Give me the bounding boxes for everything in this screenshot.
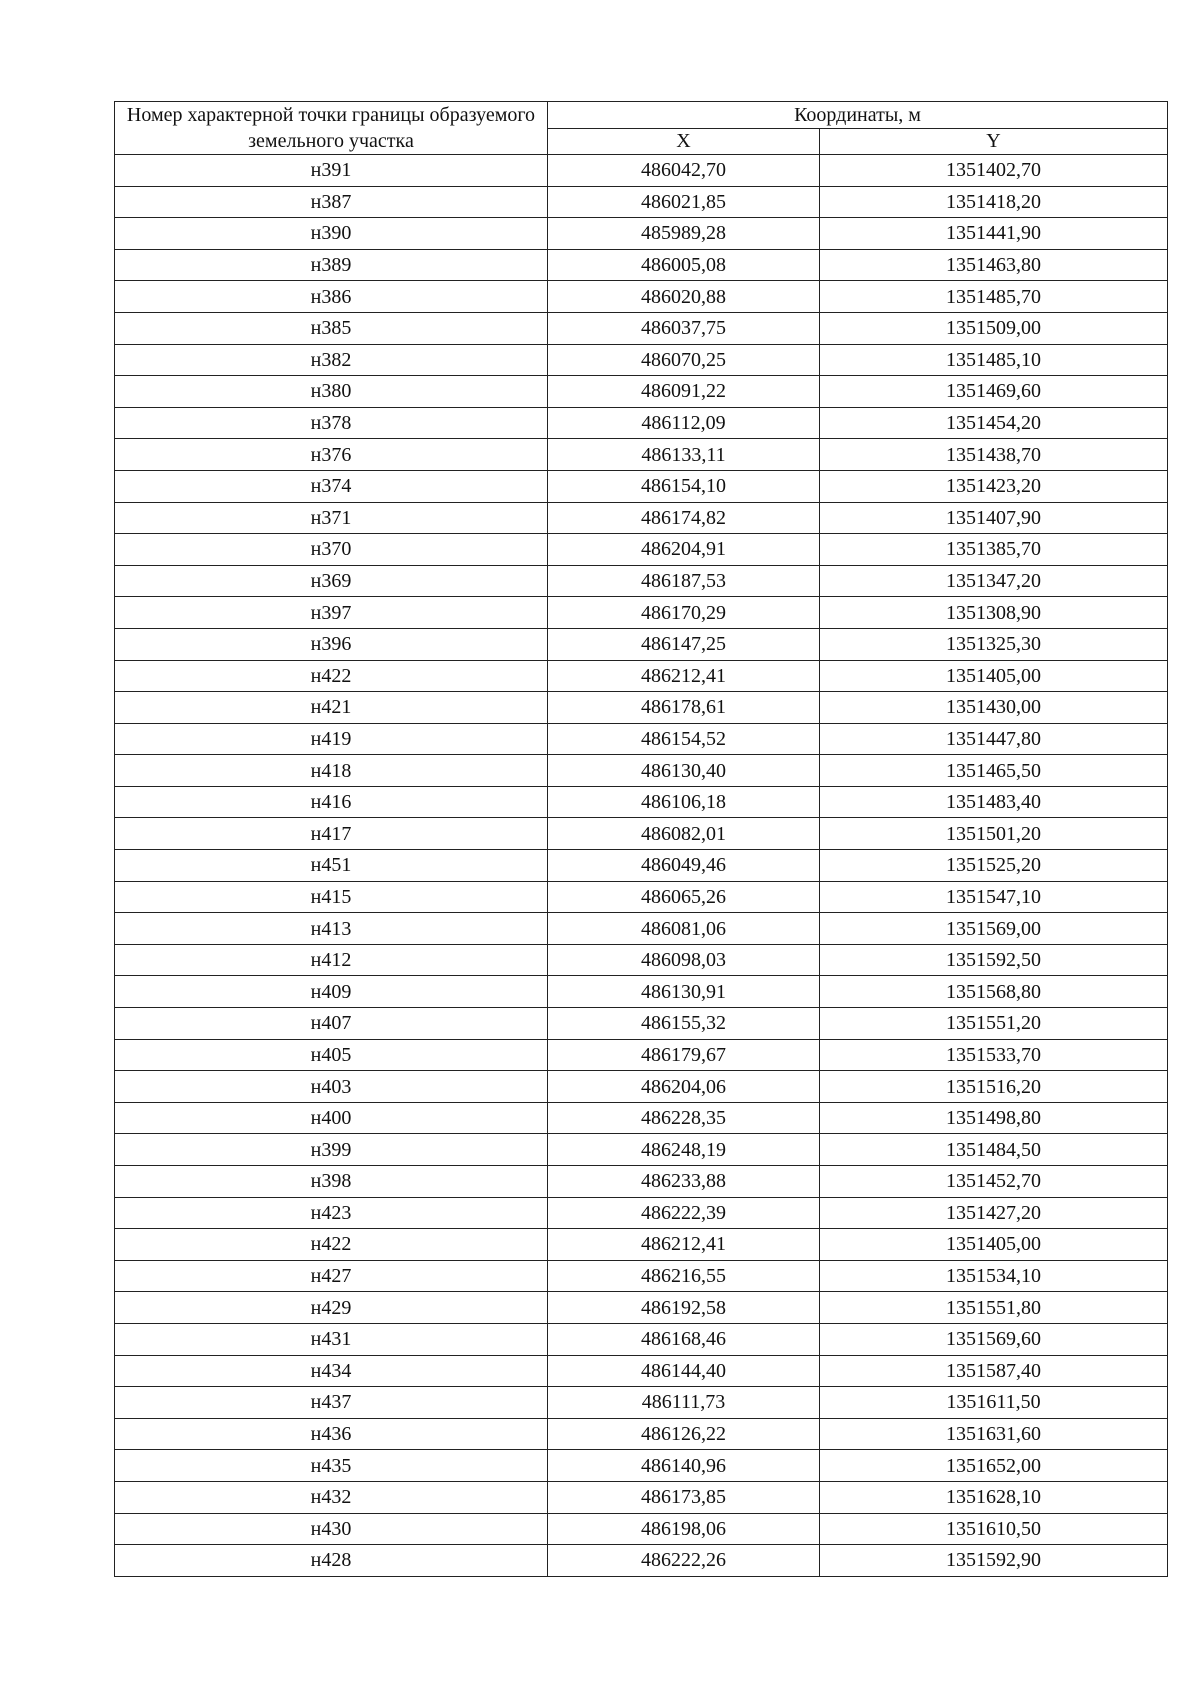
cell-x: 486147,25: [548, 628, 820, 660]
cell-x: 486130,91: [548, 976, 820, 1008]
cell-point-number: н434: [115, 1355, 548, 1387]
cell-x: 486187,53: [548, 565, 820, 597]
table-row: [115, 439, 1168, 471]
table-row: [115, 881, 1168, 913]
table-row: [115, 1481, 1168, 1513]
table-row: [115, 1545, 1168, 1577]
cell-x: 486198,06: [548, 1513, 820, 1545]
cell-point-number: н423: [115, 1197, 548, 1229]
cell-y: 1351628,10: [820, 1481, 1168, 1513]
cell-point-number: н371: [115, 502, 548, 534]
cell-point-number: н421: [115, 692, 548, 724]
cell-point-number: н398: [115, 1166, 548, 1198]
table-row: [115, 281, 1168, 313]
cell-x: 486170,29: [548, 597, 820, 629]
cell-point-number: н389: [115, 249, 548, 281]
cell-point-number: н396: [115, 628, 548, 660]
cell-point-number: н397: [115, 597, 548, 629]
cell-point-number: н427: [115, 1260, 548, 1292]
cell-y: 1351525,20: [820, 850, 1168, 882]
cell-x: 486112,09: [548, 407, 820, 439]
cell-x: 486065,26: [548, 881, 820, 913]
cell-y: 1351407,90: [820, 502, 1168, 534]
table-row: [115, 1134, 1168, 1166]
cell-point-number: н422: [115, 1229, 548, 1261]
table-row: [115, 312, 1168, 344]
cell-x: 486144,40: [548, 1355, 820, 1387]
cell-x: 486216,55: [548, 1260, 820, 1292]
cell-point-number: н432: [115, 1481, 548, 1513]
cell-y: 1351569,60: [820, 1323, 1168, 1355]
cell-point-number: н415: [115, 881, 548, 913]
table-row: [115, 1323, 1168, 1355]
table-row: [115, 976, 1168, 1008]
cell-point-number: н431: [115, 1323, 548, 1355]
table-row: [115, 850, 1168, 882]
cell-y: 1351402,70: [820, 155, 1168, 187]
table-row: [115, 723, 1168, 755]
cell-point-number: н399: [115, 1134, 548, 1166]
cell-y: 1351534,10: [820, 1260, 1168, 1292]
cell-x: 486082,01: [548, 818, 820, 850]
cell-point-number: н380: [115, 376, 548, 408]
cell-point-number: н400: [115, 1102, 548, 1134]
cell-point-number: н386: [115, 281, 548, 313]
cell-y: 1351465,50: [820, 755, 1168, 787]
table-row: [115, 597, 1168, 629]
cell-x: 486174,82: [548, 502, 820, 534]
table-row: [115, 218, 1168, 250]
cell-point-number: н436: [115, 1418, 548, 1450]
cell-x: 485989,28: [548, 218, 820, 250]
cell-point-number: н382: [115, 344, 548, 376]
cell-point-number: н417: [115, 818, 548, 850]
cell-y: 1351484,50: [820, 1134, 1168, 1166]
cell-x: 486081,06: [548, 913, 820, 945]
cell-x: 486233,88: [548, 1166, 820, 1198]
cell-y: 1351516,20: [820, 1071, 1168, 1103]
cell-y: 1351611,50: [820, 1387, 1168, 1419]
cell-y: 1351551,80: [820, 1292, 1168, 1324]
cell-point-number: н437: [115, 1387, 548, 1419]
cell-x: 486049,46: [548, 850, 820, 882]
cell-point-number: н419: [115, 723, 548, 755]
cell-y: 1351454,20: [820, 407, 1168, 439]
cell-y: 1351485,70: [820, 281, 1168, 313]
table-row: [115, 186, 1168, 218]
header-x: X: [548, 128, 820, 155]
table-header: [115, 102, 1168, 155]
cell-y: 1351385,70: [820, 534, 1168, 566]
cell-y: 1351452,70: [820, 1166, 1168, 1198]
cell-point-number: н390: [115, 218, 548, 250]
cell-x: 486222,26: [548, 1545, 820, 1577]
cell-y: 1351423,20: [820, 470, 1168, 502]
table-row: [115, 344, 1168, 376]
table-row: [115, 1071, 1168, 1103]
header-y: Y: [820, 128, 1168, 155]
table-row: [115, 407, 1168, 439]
cell-x: 486154,52: [548, 723, 820, 755]
cell-x: 486098,03: [548, 944, 820, 976]
table-row: [115, 249, 1168, 281]
table-row: [115, 628, 1168, 660]
cell-x: 486212,41: [548, 1229, 820, 1261]
cell-y: 1351418,20: [820, 186, 1168, 218]
cell-point-number: н435: [115, 1450, 548, 1482]
table-row: [115, 1292, 1168, 1324]
cell-x: 486126,22: [548, 1418, 820, 1450]
cell-point-number: н429: [115, 1292, 548, 1324]
cell-x: 486204,91: [548, 534, 820, 566]
cell-point-number: н418: [115, 755, 548, 787]
cell-y: 1351405,00: [820, 1229, 1168, 1261]
cell-x: 486106,18: [548, 786, 820, 818]
cell-point-number: н412: [115, 944, 548, 976]
cell-x: 486037,75: [548, 312, 820, 344]
table-row: [115, 1039, 1168, 1071]
cell-y: 1351652,00: [820, 1450, 1168, 1482]
table-row: [115, 1008, 1168, 1040]
table-row: [115, 534, 1168, 566]
cell-point-number: н387: [115, 186, 548, 218]
table-row: [115, 376, 1168, 408]
cell-x: 486140,96: [548, 1450, 820, 1482]
cell-point-number: н403: [115, 1071, 548, 1103]
cell-x: 486005,08: [548, 249, 820, 281]
header-row-top: [115, 102, 1168, 129]
cell-y: 1351469,60: [820, 376, 1168, 408]
table-row: [115, 1355, 1168, 1387]
cell-x: 486091,22: [548, 376, 820, 408]
cell-y: 1351325,30: [820, 628, 1168, 660]
cell-y: 1351533,70: [820, 1039, 1168, 1071]
table-row: [115, 565, 1168, 597]
cell-y: 1351592,50: [820, 944, 1168, 976]
table-row: [115, 1450, 1168, 1482]
table-row: [115, 913, 1168, 945]
table-row: [115, 155, 1168, 187]
cell-y: 1351485,10: [820, 344, 1168, 376]
cell-x: 486154,10: [548, 470, 820, 502]
cell-y: 1351610,50: [820, 1513, 1168, 1545]
table-row: [115, 692, 1168, 724]
cell-x: 486212,41: [548, 660, 820, 692]
table-row: [115, 818, 1168, 850]
cell-point-number: н376: [115, 439, 548, 471]
coordinates-table: [114, 101, 1168, 1577]
cell-y: 1351441,90: [820, 218, 1168, 250]
table-row: [115, 1387, 1168, 1419]
cell-y: 1351498,80: [820, 1102, 1168, 1134]
cell-y: 1351430,00: [820, 692, 1168, 724]
cell-point-number: н428: [115, 1545, 548, 1577]
cell-x: 486070,25: [548, 344, 820, 376]
cell-y: 1351438,70: [820, 439, 1168, 471]
cell-y: 1351569,00: [820, 913, 1168, 945]
cell-point-number: н416: [115, 786, 548, 818]
cell-point-number: н374: [115, 470, 548, 502]
cell-x: 486178,61: [548, 692, 820, 724]
cell-point-number: н430: [115, 1513, 548, 1545]
cell-y: 1351483,40: [820, 786, 1168, 818]
table-row: [115, 502, 1168, 534]
cell-y: 1351308,90: [820, 597, 1168, 629]
cell-y: 1351347,20: [820, 565, 1168, 597]
table-row: [115, 786, 1168, 818]
cell-point-number: н422: [115, 660, 548, 692]
cell-x: 486021,85: [548, 186, 820, 218]
header-coordinates: Координаты, м: [548, 102, 1168, 129]
table-row: [115, 1260, 1168, 1292]
cell-x: 486155,32: [548, 1008, 820, 1040]
table-row: [115, 1513, 1168, 1545]
cell-x: 486020,88: [548, 281, 820, 313]
cell-point-number: н405: [115, 1039, 548, 1071]
table-row: [115, 1102, 1168, 1134]
cell-y: 1351547,10: [820, 881, 1168, 913]
cell-x: 486228,35: [548, 1102, 820, 1134]
table-row: [115, 1418, 1168, 1450]
cell-point-number: н391: [115, 155, 548, 187]
cell-y: 1351568,80: [820, 976, 1168, 1008]
cell-x: 486179,67: [548, 1039, 820, 1071]
cell-x: 486133,11: [548, 439, 820, 471]
cell-x: 486248,19: [548, 1134, 820, 1166]
cell-y: 1351587,40: [820, 1355, 1168, 1387]
table-row: [115, 944, 1168, 976]
cell-x: 486204,06: [548, 1071, 820, 1103]
table-row: [115, 1166, 1168, 1198]
cell-y: 1351427,20: [820, 1197, 1168, 1229]
cell-y: 1351551,20: [820, 1008, 1168, 1040]
cell-point-number: н407: [115, 1008, 548, 1040]
cell-point-number: н385: [115, 312, 548, 344]
cell-x: 486130,40: [548, 755, 820, 787]
cell-y: 1351463,80: [820, 249, 1168, 281]
cell-x: 486173,85: [548, 1481, 820, 1513]
cell-x: 486192,58: [548, 1292, 820, 1324]
cell-point-number: н413: [115, 913, 548, 945]
header-point-number: Номер характерной точки границы образуемого земельного участка: [115, 102, 548, 155]
cell-point-number: н370: [115, 534, 548, 566]
cell-x: 486222,39: [548, 1197, 820, 1229]
cell-x: 486111,73: [548, 1387, 820, 1419]
cell-y: 1351405,00: [820, 660, 1168, 692]
table-row: [115, 470, 1168, 502]
cell-y: 1351509,00: [820, 312, 1168, 344]
table-row: [115, 755, 1168, 787]
cell-y: 1351447,80: [820, 723, 1168, 755]
cell-x: 486042,70: [548, 155, 820, 187]
cell-point-number: н378: [115, 407, 548, 439]
table-row: [115, 1229, 1168, 1261]
cell-x: 486168,46: [548, 1323, 820, 1355]
cell-y: 1351501,20: [820, 818, 1168, 850]
cell-point-number: н409: [115, 976, 548, 1008]
cell-y: 1351631,60: [820, 1418, 1168, 1450]
table-row: [115, 660, 1168, 692]
cell-y: 1351592,90: [820, 1545, 1168, 1577]
table-row: [115, 1197, 1168, 1229]
cell-point-number: н369: [115, 565, 548, 597]
cell-point-number: н451: [115, 850, 548, 882]
table-body: [115, 155, 1168, 1577]
